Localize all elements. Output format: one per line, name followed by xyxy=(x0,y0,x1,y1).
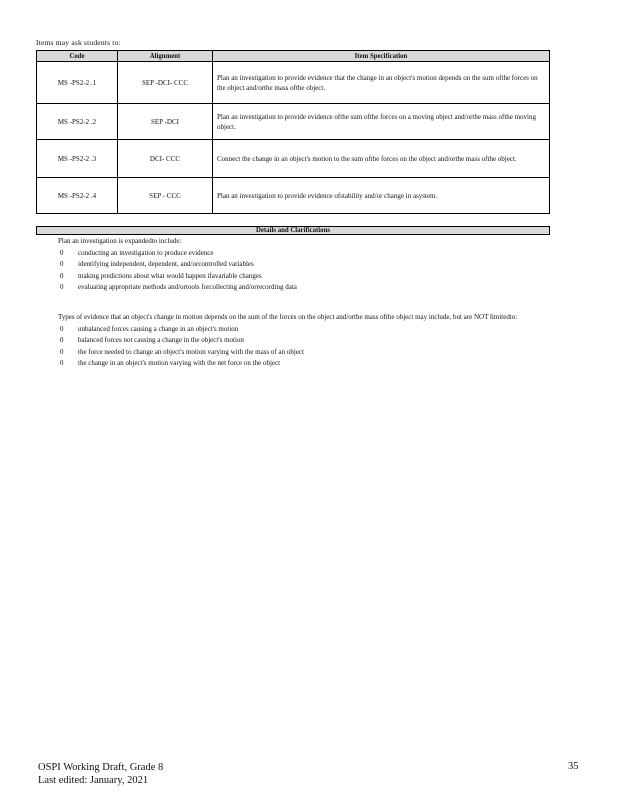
block-lead-text: Plan an investigation is expandedto include: xyxy=(58,237,182,245)
list-item xyxy=(46,282,297,294)
list-item xyxy=(46,324,550,336)
page-number: 35 xyxy=(568,761,579,772)
list-item xyxy=(46,347,550,359)
sub-item-text: the change in an object's motion varying with the net force on the object xyxy=(78,359,281,367)
intro-text: Items may ask students to: xyxy=(36,38,121,47)
list-item xyxy=(46,259,297,271)
footer-last-edited: Last edited: January, 2021 xyxy=(38,775,149,786)
header-code: Code xyxy=(37,51,118,62)
table-row xyxy=(37,62,550,104)
sub-item-text: conducting an investigation to produce evidence xyxy=(78,248,214,257)
sub-bullet-icon: 0 xyxy=(60,336,64,344)
list-item xyxy=(46,358,550,370)
sub-bullet-icon: 0 xyxy=(60,283,64,291)
row-alignment: SEP -DCI- CCC xyxy=(118,62,213,104)
sub-bullet-icon: 0 xyxy=(60,359,64,367)
sub-item-text: making predictions about what would happen ifavariable changes xyxy=(78,271,262,280)
row-code: MS -PS2-2 .3 xyxy=(37,140,118,178)
table-row xyxy=(37,104,550,140)
footer-draft-label: OSPI Working Draft, Grade 8 xyxy=(38,762,164,773)
row-code: MS -PS2-2 .4 xyxy=(37,178,118,214)
row-alignment: SEP - CCC xyxy=(118,178,213,214)
details-block-plan-investigation xyxy=(46,236,297,294)
list-item xyxy=(46,312,550,324)
sub-item-text: evaluating appropriate methods and/ortools forcollecting and/orrecording data xyxy=(78,283,297,291)
list-item xyxy=(46,271,297,283)
header-item-specification: Item Specification xyxy=(213,51,550,62)
item-specification-table xyxy=(36,50,550,214)
sub-bullet-icon: 0 xyxy=(60,271,64,280)
list-item xyxy=(46,248,297,260)
row-alignment: SEP -DCI xyxy=(118,104,213,140)
table-row xyxy=(37,178,550,214)
sub-item-text: balanced forces not causing a change in the object's motion xyxy=(78,336,244,344)
row-code: MS -PS2-2 .1 xyxy=(37,62,118,104)
sub-item-text: identifying independent, dependent, and/orcontrolled variables xyxy=(78,260,254,268)
table-header-row xyxy=(37,51,550,62)
row-alignment: DCI- CCC xyxy=(118,140,213,178)
list-item xyxy=(46,335,550,347)
row-specification: Plan an investigation to provide evidence ofstability and/or change in asystem. xyxy=(213,178,550,214)
row-specification: Connect the change in an object's motion to the sum ofthe forces on the object and/orthe mass ofthe object. xyxy=(213,140,550,178)
header-alignment: Alignment xyxy=(118,51,213,62)
block-lead-text: Types of evidence that an object's change in motion depends on the sum of the forces on the object and/orthe mass ofthe object may include, but are NOT limitedto: xyxy=(58,313,518,321)
sub-item-text: the force needed to change an object's motion varying with the mass of an object xyxy=(78,347,304,356)
sub-item-text: unbalanced forces causing a change in an object's motion xyxy=(78,324,239,333)
table-row xyxy=(37,140,550,178)
row-specification: Plan an investigation to provide evidence ofthe sum ofthe forces on a moving object and/orthe mass ofthe moving object. xyxy=(213,104,550,140)
sub-bullet-icon: 0 xyxy=(60,248,64,257)
sub-bullet-icon: 0 xyxy=(60,324,64,333)
row-specification: Plan an investigation to provide evidence that the change in an object's motion depends on the sum ofthe forces on the object and/orthe mass ofthe object. xyxy=(213,62,550,104)
list-item xyxy=(46,236,297,248)
sub-bullet-icon: 0 xyxy=(60,260,64,268)
row-code: MS -PS2-2 .2 xyxy=(37,104,118,140)
details-clarifications-heading: Details and Clarifications xyxy=(36,226,550,235)
page-footer xyxy=(38,761,163,787)
sub-bullet-icon: 0 xyxy=(60,347,64,356)
details-block-types-of-evidence xyxy=(46,312,550,370)
